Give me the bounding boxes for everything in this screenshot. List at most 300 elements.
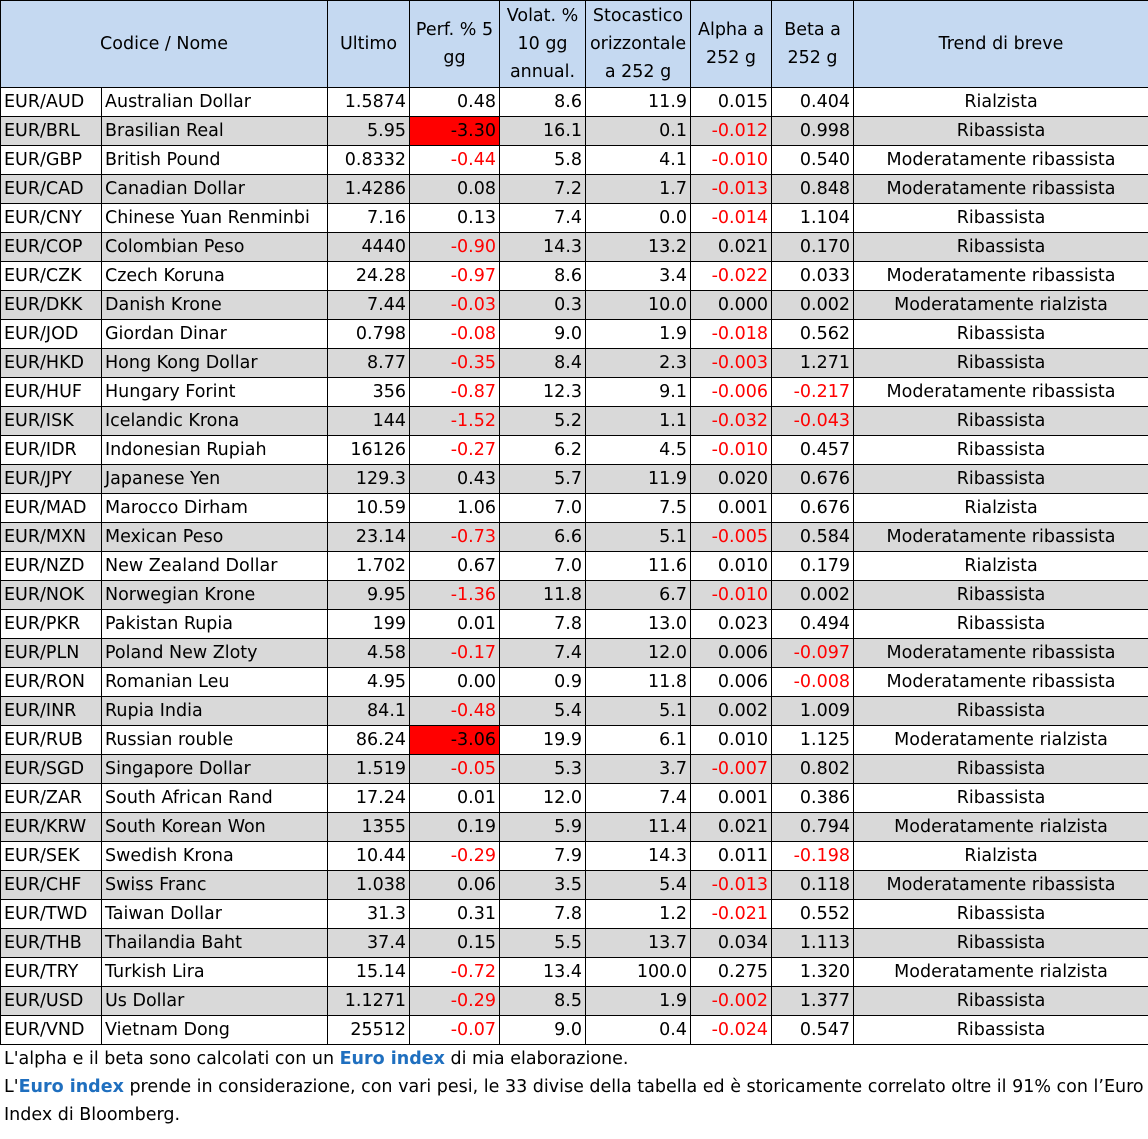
volatility-cell: 12.0: [500, 784, 586, 813]
name-cell: Hungary Forint: [102, 378, 328, 407]
trend-cell: Ribassista: [854, 784, 1148, 813]
stochastic-cell: 6.1: [586, 726, 691, 755]
perf-cell: 0.15: [410, 929, 500, 958]
alpha-cell: 0.001: [691, 494, 772, 523]
table-row: [1, 117, 1148, 146]
last-cell: 4.95: [328, 668, 410, 697]
volatility-cell: 0.3: [500, 291, 586, 320]
table-row: [1, 349, 1148, 378]
table-row: [1, 668, 1148, 697]
trend-cell: Moderatamente ribassista: [854, 639, 1148, 668]
footnotes: [0, 1045, 1148, 1129]
perf-cell: 0.13: [410, 204, 500, 233]
perf-cell: 0.00: [410, 668, 500, 697]
trend-cell: Moderatamente rialzista: [854, 291, 1148, 320]
alpha-cell: 0.002: [691, 697, 772, 726]
name-cell: Romanian Leu: [102, 668, 328, 697]
perf-cell: 0.31: [410, 900, 500, 929]
last-cell: 10.44: [328, 842, 410, 871]
perf-cell: -0.08: [410, 320, 500, 349]
volatility-cell: 3.5: [500, 871, 586, 900]
code-cell: EUR/THB: [1, 929, 102, 958]
name-cell: Singapore Dollar: [102, 755, 328, 784]
stochastic-cell: 11.4: [586, 813, 691, 842]
last-cell: 4440: [328, 233, 410, 262]
volatility-cell: 8.4: [500, 349, 586, 378]
alpha-cell: 0.275: [691, 958, 772, 987]
stochastic-cell: 0.0: [586, 204, 691, 233]
beta-cell: 0.033: [772, 262, 854, 291]
code-cell: EUR/AUD: [1, 88, 102, 117]
name-cell: Giordan Dinar: [102, 320, 328, 349]
beta-cell: 0.002: [772, 291, 854, 320]
code-cell: EUR/PKR: [1, 610, 102, 639]
beta-cell: 0.552: [772, 900, 854, 929]
volatility-cell: 5.8: [500, 146, 586, 175]
perf-cell: -0.73: [410, 523, 500, 552]
stochastic-cell: 1.7: [586, 175, 691, 204]
perf-cell: 0.01: [410, 784, 500, 813]
name-cell: Us Dollar: [102, 987, 328, 1016]
stochastic-cell: 11.9: [586, 88, 691, 117]
stochastic-cell: 6.7: [586, 581, 691, 610]
perf-cell: 0.08: [410, 175, 500, 204]
name-cell: Poland New Zloty: [102, 639, 328, 668]
code-cell: EUR/CHF: [1, 871, 102, 900]
stochastic-cell: 10.0: [586, 291, 691, 320]
volatility-cell: 13.4: [500, 958, 586, 987]
alpha-cell: 0.021: [691, 233, 772, 262]
last-cell: 0.798: [328, 320, 410, 349]
volatility-cell: 6.6: [500, 523, 586, 552]
beta-cell: 1.320: [772, 958, 854, 987]
last-cell: 199: [328, 610, 410, 639]
beta-cell: 0.002: [772, 581, 854, 610]
beta-cell: -0.097: [772, 639, 854, 668]
beta-cell: 1.377: [772, 987, 854, 1016]
alpha-cell: -0.032: [691, 407, 772, 436]
beta-cell: 1.009: [772, 697, 854, 726]
beta-cell: 1.113: [772, 929, 854, 958]
last-cell: 31.3: [328, 900, 410, 929]
code-cell: EUR/GBP: [1, 146, 102, 175]
stochastic-cell: 100.0: [586, 958, 691, 987]
name-cell: Brasilian Real: [102, 117, 328, 146]
table-row: [1, 581, 1148, 610]
table-row: [1, 233, 1148, 262]
perf-cell: 0.19: [410, 813, 500, 842]
alpha-cell: 0.006: [691, 668, 772, 697]
perf-cell: -0.90: [410, 233, 500, 262]
beta-cell: 1.104: [772, 204, 854, 233]
perf-cell: -0.17: [410, 639, 500, 668]
last-cell: 24.28: [328, 262, 410, 291]
name-cell: Pakistan Rupia: [102, 610, 328, 639]
volatility-cell: 7.2: [500, 175, 586, 204]
euro-index-label: Euro index: [18, 1077, 124, 1097]
perf-cell: 0.01: [410, 610, 500, 639]
code-cell: EUR/PLN: [1, 639, 102, 668]
beta-cell: 0.118: [772, 871, 854, 900]
alpha-cell: 0.011: [691, 842, 772, 871]
trend-cell: Ribassista: [854, 204, 1148, 233]
last-cell: 1.702: [328, 552, 410, 581]
beta-cell: -0.217: [772, 378, 854, 407]
stochastic-cell: 13.2: [586, 233, 691, 262]
name-cell: Icelandic Krona: [102, 407, 328, 436]
volatility-cell: 9.0: [500, 320, 586, 349]
trend-cell: Moderatamente rialzista: [854, 726, 1148, 755]
code-cell: EUR/COP: [1, 233, 102, 262]
code-cell: EUR/JOD: [1, 320, 102, 349]
stochastic-cell: 11.8: [586, 668, 691, 697]
volatility-cell: 5.3: [500, 755, 586, 784]
code-cell: EUR/KRW: [1, 813, 102, 842]
stochastic-cell: 5.1: [586, 697, 691, 726]
trend-cell: Moderatamente rialzista: [854, 958, 1148, 987]
alpha-cell: -0.013: [691, 871, 772, 900]
beta-cell: 0.540: [772, 146, 854, 175]
trend-cell: Ribassista: [854, 610, 1148, 639]
volatility-cell: 11.8: [500, 581, 586, 610]
stochastic-cell: 1.9: [586, 320, 691, 349]
table-row: [1, 610, 1148, 639]
code-cell: EUR/SGD: [1, 755, 102, 784]
alpha-cell: 0.034: [691, 929, 772, 958]
last-cell: 15.14: [328, 958, 410, 987]
stochastic-cell: 5.4: [586, 871, 691, 900]
last-cell: 25512: [328, 1016, 410, 1045]
code-cell: EUR/JPY: [1, 465, 102, 494]
table-row: [1, 871, 1148, 900]
table-row: [1, 784, 1148, 813]
perf-cell: -3.06: [410, 726, 500, 755]
volatility-cell: 16.1: [500, 117, 586, 146]
name-cell: New Zealand Dollar: [102, 552, 328, 581]
beta-cell: 0.676: [772, 494, 854, 523]
volatility-cell: 8.6: [500, 88, 586, 117]
table-row: [1, 552, 1148, 581]
beta-cell: 1.271: [772, 349, 854, 378]
header-volatility: Volat. % 10 gg annual.: [500, 1, 586, 88]
perf-cell: -0.44: [410, 146, 500, 175]
volatility-cell: 12.3: [500, 378, 586, 407]
stochastic-cell: 14.3: [586, 842, 691, 871]
code-cell: EUR/TRY: [1, 958, 102, 987]
name-cell: Rupia India: [102, 697, 328, 726]
beta-cell: 1.125: [772, 726, 854, 755]
table-row: [1, 175, 1148, 204]
table-header: [1, 1, 1148, 88]
beta-cell: 0.547: [772, 1016, 854, 1045]
perf-cell: 0.06: [410, 871, 500, 900]
volatility-cell: 5.9: [500, 813, 586, 842]
table-row: [1, 726, 1148, 755]
code-cell: EUR/BRL: [1, 117, 102, 146]
name-cell: Mexican Peso: [102, 523, 328, 552]
beta-cell: 0.404: [772, 88, 854, 117]
trend-cell: Ribassista: [854, 233, 1148, 262]
beta-cell: 0.998: [772, 117, 854, 146]
name-cell: Vietnam Dong: [102, 1016, 328, 1045]
beta-cell: -0.198: [772, 842, 854, 871]
last-cell: 23.14: [328, 523, 410, 552]
trend-cell: Ribassista: [854, 117, 1148, 146]
perf-cell: -0.72: [410, 958, 500, 987]
last-cell: 84.1: [328, 697, 410, 726]
last-cell: 86.24: [328, 726, 410, 755]
name-cell: British Pound: [102, 146, 328, 175]
last-cell: 9.95: [328, 581, 410, 610]
volatility-cell: 5.7: [500, 465, 586, 494]
table-row: [1, 929, 1148, 958]
perf-cell: 0.48: [410, 88, 500, 117]
footnote-line-2: [4, 1073, 1144, 1129]
code-cell: EUR/SEK: [1, 842, 102, 871]
name-cell: Canadian Dollar: [102, 175, 328, 204]
trend-cell: Ribassista: [854, 465, 1148, 494]
stochastic-cell: 3.4: [586, 262, 691, 291]
table-row: [1, 262, 1148, 291]
volatility-cell: 14.3: [500, 233, 586, 262]
perf-cell: -0.35: [410, 349, 500, 378]
table-row: [1, 465, 1148, 494]
footnote-text: L'alpha e il beta sono calcolati con un: [4, 1049, 340, 1069]
trend-cell: Moderatamente ribassista: [854, 146, 1148, 175]
stochastic-cell: 11.9: [586, 465, 691, 494]
volatility-cell: 7.8: [500, 610, 586, 639]
alpha-cell: 0.021: [691, 813, 772, 842]
beta-cell: -0.008: [772, 668, 854, 697]
beta-cell: 0.584: [772, 523, 854, 552]
alpha-cell: 0.006: [691, 639, 772, 668]
trend-cell: Rialzista: [854, 842, 1148, 871]
name-cell: Swedish Krona: [102, 842, 328, 871]
name-cell: Thailandia Baht: [102, 929, 328, 958]
euro-index-label: Euro index: [339, 1049, 445, 1069]
alpha-cell: -0.005: [691, 523, 772, 552]
code-cell: EUR/RUB: [1, 726, 102, 755]
trend-cell: Ribassista: [854, 320, 1148, 349]
last-cell: 16126: [328, 436, 410, 465]
last-cell: 1.5874: [328, 88, 410, 117]
stochastic-cell: 13.0: [586, 610, 691, 639]
trend-cell: Ribassista: [854, 407, 1148, 436]
trend-cell: Moderatamente ribassista: [854, 668, 1148, 697]
stochastic-cell: 7.5: [586, 494, 691, 523]
volatility-cell: 9.0: [500, 1016, 586, 1045]
name-cell: Russian rouble: [102, 726, 328, 755]
alpha-cell: 0.001: [691, 784, 772, 813]
footnote-text: L': [4, 1077, 19, 1097]
table-row: [1, 88, 1148, 117]
table-row: [1, 378, 1148, 407]
stochastic-cell: 13.7: [586, 929, 691, 958]
trend-cell: Ribassista: [854, 349, 1148, 378]
name-cell: Japanese Yen: [102, 465, 328, 494]
last-cell: 5.95: [328, 117, 410, 146]
perf-cell: -0.27: [410, 436, 500, 465]
code-cell: EUR/VND: [1, 1016, 102, 1045]
last-cell: 0.8332: [328, 146, 410, 175]
trend-cell: Moderatamente ribassista: [854, 871, 1148, 900]
table-row: [1, 1016, 1148, 1045]
volatility-cell: 19.9: [500, 726, 586, 755]
stochastic-cell: 7.4: [586, 784, 691, 813]
table-row: [1, 523, 1148, 552]
table-row: [1, 407, 1148, 436]
beta-cell: 0.794: [772, 813, 854, 842]
trend-cell: Moderatamente ribassista: [854, 523, 1148, 552]
perf-cell: -0.05: [410, 755, 500, 784]
name-cell: Danish Krone: [102, 291, 328, 320]
stochastic-cell: 0.4: [586, 1016, 691, 1045]
beta-cell: 0.179: [772, 552, 854, 581]
stochastic-cell: 0.1: [586, 117, 691, 146]
trend-cell: Rialzista: [854, 552, 1148, 581]
trend-cell: Moderatamente ribassista: [854, 378, 1148, 407]
code-cell: EUR/NOK: [1, 581, 102, 610]
perf-cell: 0.67: [410, 552, 500, 581]
code-cell: EUR/IDR: [1, 436, 102, 465]
code-cell: EUR/USD: [1, 987, 102, 1016]
code-cell: EUR/NZD: [1, 552, 102, 581]
header-code-name: Codice / Nome: [1, 1, 328, 88]
alpha-cell: 0.010: [691, 552, 772, 581]
code-cell: EUR/CNY: [1, 204, 102, 233]
perf-cell: -0.29: [410, 987, 500, 1016]
table-row: [1, 842, 1148, 871]
alpha-cell: -0.022: [691, 262, 772, 291]
table-row: [1, 494, 1148, 523]
trend-cell: Moderatamente ribassista: [854, 262, 1148, 291]
perf-cell: -1.36: [410, 581, 500, 610]
name-cell: Turkish Lira: [102, 958, 328, 987]
stochastic-cell: 12.0: [586, 639, 691, 668]
perf-cell: -3.30: [410, 117, 500, 146]
header-trend: Trend di breve: [854, 1, 1148, 88]
last-cell: 1.1271: [328, 987, 410, 1016]
table-row: [1, 639, 1148, 668]
stochastic-cell: 2.3: [586, 349, 691, 378]
footnote-text: di mia elaborazione.: [444, 1049, 629, 1069]
beta-cell: 0.802: [772, 755, 854, 784]
trend-cell: Ribassista: [854, 900, 1148, 929]
alpha-cell: -0.012: [691, 117, 772, 146]
header-last: Ultimo: [328, 1, 410, 88]
code-cell: EUR/TWD: [1, 900, 102, 929]
code-cell: EUR/CAD: [1, 175, 102, 204]
last-cell: 7.44: [328, 291, 410, 320]
perf-cell: 0.43: [410, 465, 500, 494]
beta-cell: 0.848: [772, 175, 854, 204]
stochastic-cell: 9.1: [586, 378, 691, 407]
code-cell: EUR/HUF: [1, 378, 102, 407]
last-cell: 7.16: [328, 204, 410, 233]
volatility-cell: 7.0: [500, 494, 586, 523]
last-cell: 1.519: [328, 755, 410, 784]
name-cell: Czech Koruna: [102, 262, 328, 291]
alpha-cell: -0.010: [691, 436, 772, 465]
header-stochastic: Stocastico orizzontale a 252 g: [586, 1, 691, 88]
table-row: [1, 900, 1148, 929]
trend-cell: Rialzista: [854, 494, 1148, 523]
perf-cell: -1.52: [410, 407, 500, 436]
table-row: [1, 320, 1148, 349]
code-cell: EUR/INR: [1, 697, 102, 726]
name-cell: Taiwan Dollar: [102, 900, 328, 929]
beta-cell: 0.676: [772, 465, 854, 494]
last-cell: 10.59: [328, 494, 410, 523]
alpha-cell: 0.010: [691, 726, 772, 755]
beta-cell: 0.386: [772, 784, 854, 813]
alpha-cell: 0.020: [691, 465, 772, 494]
table-row: [1, 813, 1148, 842]
stochastic-cell: 5.1: [586, 523, 691, 552]
volatility-cell: 7.9: [500, 842, 586, 871]
trend-cell: Ribassista: [854, 929, 1148, 958]
last-cell: 1.4286: [328, 175, 410, 204]
alpha-cell: -0.003: [691, 349, 772, 378]
trend-cell: Ribassista: [854, 436, 1148, 465]
alpha-cell: -0.024: [691, 1016, 772, 1045]
alpha-cell: -0.018: [691, 320, 772, 349]
name-cell: South Korean Won: [102, 813, 328, 842]
alpha-cell: -0.010: [691, 581, 772, 610]
alpha-cell: 0.015: [691, 88, 772, 117]
table-row: [1, 958, 1148, 987]
table-row: [1, 436, 1148, 465]
alpha-cell: 0.000: [691, 291, 772, 320]
last-cell: 129.3: [328, 465, 410, 494]
name-cell: Swiss Franc: [102, 871, 328, 900]
beta-cell: 0.457: [772, 436, 854, 465]
name-cell: Hong Kong Dollar: [102, 349, 328, 378]
volatility-cell: 7.4: [500, 204, 586, 233]
volatility-cell: 7.4: [500, 639, 586, 668]
stochastic-cell: 4.1: [586, 146, 691, 175]
last-cell: 17.24: [328, 784, 410, 813]
trend-cell: Rialzista: [854, 88, 1148, 117]
header-alpha: Alpha a 252 g: [691, 1, 772, 88]
stochastic-cell: 3.7: [586, 755, 691, 784]
alpha-cell: -0.013: [691, 175, 772, 204]
name-cell: Norwegian Krone: [102, 581, 328, 610]
name-cell: Chinese Yuan Renminbi: [102, 204, 328, 233]
trend-cell: Moderatamente ribassista: [854, 175, 1148, 204]
trend-cell: Moderatamente rialzista: [854, 813, 1148, 842]
trend-cell: Ribassista: [854, 987, 1148, 1016]
volatility-cell: 7.0: [500, 552, 586, 581]
trend-cell: Ribassista: [854, 581, 1148, 610]
code-cell: EUR/MXN: [1, 523, 102, 552]
header-perf: Perf. % 5 gg: [410, 1, 500, 88]
perf-cell: -0.03: [410, 291, 500, 320]
header-beta: Beta a 252 g: [772, 1, 854, 88]
trend-cell: Ribassista: [854, 697, 1148, 726]
volatility-cell: 6.2: [500, 436, 586, 465]
volatility-cell: 7.8: [500, 900, 586, 929]
last-cell: 8.77: [328, 349, 410, 378]
stochastic-cell: 11.6: [586, 552, 691, 581]
alpha-cell: -0.014: [691, 204, 772, 233]
alpha-cell: -0.021: [691, 900, 772, 929]
table-row: [1, 697, 1148, 726]
beta-cell: 0.494: [772, 610, 854, 639]
perf-cell: -0.07: [410, 1016, 500, 1045]
trend-cell: Ribassista: [854, 755, 1148, 784]
stochastic-cell: 1.2: [586, 900, 691, 929]
